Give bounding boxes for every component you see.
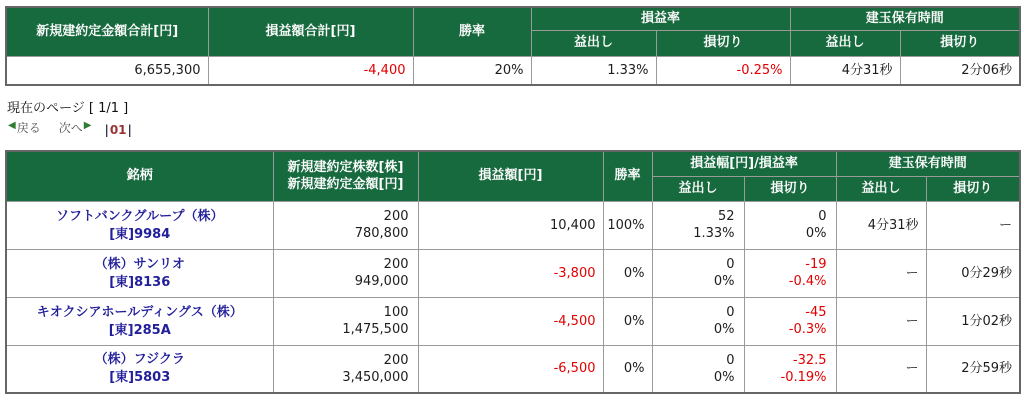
summary-table [5,6,1021,86]
stock-code: [東]5803 [109,370,171,386]
header-pl: 損益額[円] [418,151,603,201]
amount-value: 949,000 [354,274,409,289]
hold-profit-value: ー [836,297,926,345]
header-holding-profit: 益出し [836,176,926,201]
table-row [6,345,1020,393]
stock-code: [東]285A [108,322,171,338]
loss-rate-value: -0.4% [788,274,827,289]
current-page-label: 現在のページ [ 1/1 ] [7,101,129,116]
stock-name-link[interactable]: キオクシアホールディングス（株） [36,304,243,320]
profit-width-value: 52 [717,209,735,224]
shares-amount-cell [273,345,418,393]
stock-cell[interactable] [6,297,273,345]
shares-amount-cell [273,249,418,297]
hold-profit-value: 4分31秒 [790,56,900,85]
table-row [6,249,1020,297]
stock-name-link[interactable]: （株）フジクラ [94,352,185,368]
pl-width-profit-cell [652,201,744,249]
pl-value: -6,500 [418,345,603,393]
hold-profit-value: ー [836,345,926,393]
next-link-label[interactable]: 次へ [58,121,83,135]
pagination-nav [7,119,1024,136]
shares-value: 100 [383,305,409,320]
pipe-separator: | [127,122,132,137]
pl-width-loss-cell [744,345,836,393]
shares-amount-cell [273,297,418,345]
back-link[interactable] [7,119,41,136]
next-arrow-icon[interactable]: ▶ [83,120,92,131]
pl-width-loss-cell [744,297,836,345]
amount-value: 3,450,000 [342,369,409,385]
profit-width-value: 0 [726,257,735,272]
stock-name-link[interactable]: ソフトバンクグループ（株） [56,208,224,224]
header-pl-total: 損益額合計[円] [208,7,413,56]
win-rate-value: 0% [603,249,652,297]
pl-value: -3,800 [418,249,603,297]
header-pl-width-loss: 損切り [744,176,836,201]
loss-rate-value: -0.19% [780,369,827,385]
loss-width-value: -19 [805,257,827,272]
header-holding-loss: 損切り [900,30,1020,56]
pl-value: -4,500 [418,297,603,345]
prev-arrow-icon[interactable]: ◀ [8,120,16,131]
pl-total-value: -4,400 [208,56,413,85]
win-rate-value: 0% [603,297,652,345]
pl-width-loss-cell [744,249,836,297]
header-group-holding-time: 建玉保有時間 [790,7,1020,30]
profit-width-value: 0 [726,305,735,320]
detail-table [5,150,1021,394]
header-pl-width-profit: 益出し [652,176,744,201]
amount-value: 780,800 [354,226,409,241]
pl-width-profit-cell [652,345,744,393]
profit-rate-value: 0% [713,322,735,337]
loss-width-value: 0 [818,209,827,224]
win-rate-value: 20% [413,56,531,85]
pl-width-profit-cell [652,249,744,297]
hold-loss-value: 2分06秒 [900,56,1020,85]
header-amount-total: 新規建約定金額合計[円] [6,7,208,56]
page-number-link[interactable]: 01 [109,122,127,137]
pl-width-profit-cell [652,297,744,345]
stock-name-link[interactable]: （株）サンリオ [94,256,185,272]
shares-amount-cell [273,201,418,249]
shares-value: 200 [383,352,409,368]
pl-rate-profit-value: 1.33% [531,56,656,85]
win-rate-value: 0% [603,345,652,393]
header-pl-rate-profit: 益出し [531,30,656,56]
page-links [104,123,131,137]
header-pl-rate-loss: 損切り [656,30,790,56]
profit-width-value: 0 [726,352,735,368]
pipe-separator: | [104,122,109,137]
stock-cell[interactable] [6,201,273,249]
loss-rate-value: -0.3% [788,322,827,337]
header-shares-amount [273,151,418,201]
table-row [6,297,1020,345]
amount-total-value: 6,655,300 [6,56,208,85]
hold-loss-value: 2分59秒 [926,345,1020,393]
header-group-pl-rate: 損益率 [531,7,790,30]
next-link[interactable] [59,119,93,136]
shares-value: 200 [383,209,409,224]
header-group-pl-width: 損益幅[円]/損益率 [652,151,836,176]
header-shares-line2: 新規建約定金額[円] [287,177,404,193]
loss-width-value: -45 [805,305,827,320]
stock-code: [東]9984 [109,226,171,242]
profit-rate-value: 1.33% [693,226,735,241]
pl-rate-loss-value: -0.25% [656,56,790,85]
hold-loss-value: 0分29秒 [926,249,1020,297]
loss-width-value: -32.5 [792,352,827,368]
header-holding-profit: 益出し [790,30,900,56]
hold-loss-value: 1分02秒 [926,297,1020,345]
header-holding-loss: 損切り [926,176,1020,201]
header-win-rate: 勝率 [413,7,531,56]
table-row [6,201,1020,249]
header-group-holding-time: 建玉保有時間 [836,151,1020,176]
loss-rate-value: 0% [805,226,827,241]
amount-value: 1,475,500 [342,322,409,337]
pl-width-loss-cell [744,201,836,249]
hold-profit-value: 4分31秒 [836,201,926,249]
shares-value: 200 [383,257,409,272]
hold-loss-value: ー [926,201,1020,249]
profit-rate-value: 0% [713,369,735,385]
pl-value: 10,400 [418,201,603,249]
header-win-rate: 勝率 [603,151,652,201]
stock-code: [東]8136 [109,274,171,290]
back-link-label[interactable]: 戻る [16,121,41,135]
profit-rate-value: 0% [713,274,735,289]
header-shares-line1: 新規建約定株数[株] [287,160,404,176]
win-rate-value: 100% [603,201,652,249]
header-stock: 銘柄 [6,151,273,201]
stock-cell[interactable] [6,345,273,393]
summary-row [6,56,1020,85]
hold-profit-value: ー [836,249,926,297]
stock-cell[interactable] [6,249,273,297]
